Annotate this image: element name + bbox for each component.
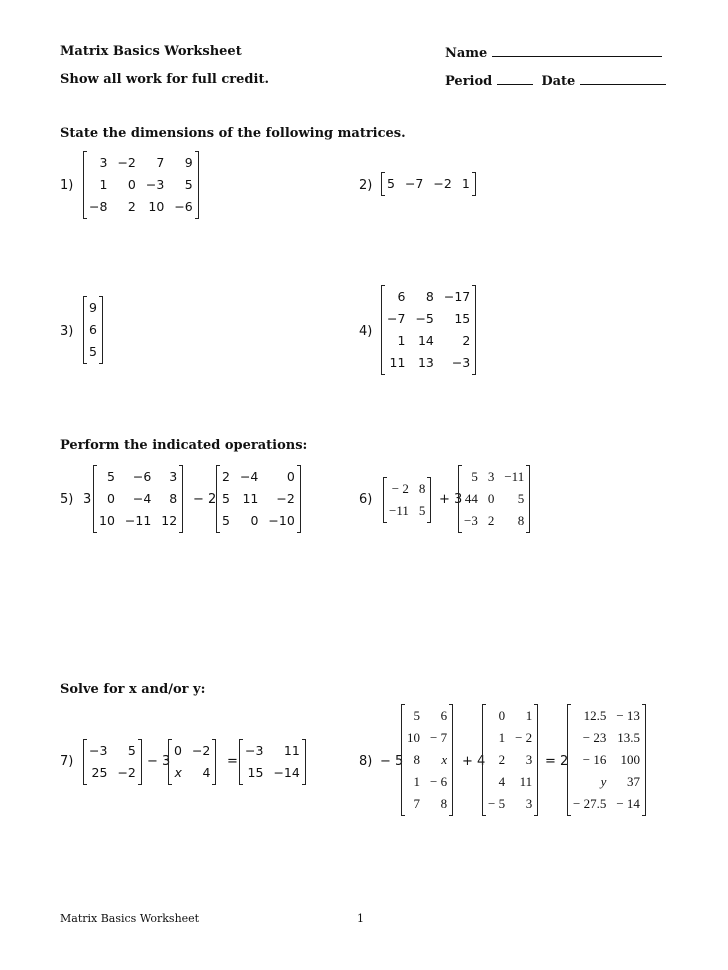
- right-bracket: [297, 465, 301, 533]
- matrix-row: [402, 793, 453, 815]
- date-blank: [580, 72, 666, 85]
- left-bracket: [239, 739, 243, 785]
- matrix-row: [382, 330, 476, 352]
- matrix-row: [459, 510, 530, 532]
- matrix-grid: [239, 740, 306, 784]
- problem-6-label: 6): [359, 492, 373, 507]
- matrix-cell: 12.5: [583, 708, 607, 723]
- matrix-row: [217, 510, 301, 532]
- page-number: 1: [357, 912, 364, 925]
- matrix-cell: − 16: [582, 752, 607, 767]
- matrix-cell: 2: [498, 752, 506, 767]
- problem-5-label: 5): [60, 492, 74, 507]
- period-blank: [497, 72, 533, 85]
- name-field: [445, 44, 662, 61]
- left-bracket: [381, 172, 385, 196]
- matrix-cell: 8: [425, 289, 434, 304]
- worksheet-title: Matrix Basics Worksheet: [60, 44, 242, 59]
- matrix-row: [568, 749, 646, 771]
- matrix-cell: − 6: [430, 774, 448, 789]
- matrix-cell: y: [600, 774, 607, 789]
- matrix-cell: 1: [525, 708, 533, 723]
- matrix-grid: [458, 466, 530, 532]
- right-bracket: [642, 704, 646, 816]
- problem-5-coef: 3: [83, 492, 92, 507]
- matrix-cell: −2: [433, 176, 452, 191]
- matrix-cell: − 23: [582, 730, 607, 745]
- matrix-cell: 0: [250, 513, 259, 528]
- matrix-cell: 11: [519, 774, 533, 789]
- problem-6-matrix-b: [458, 466, 530, 532]
- problem-8-matrix-a: [401, 705, 453, 815]
- matrix-cell: 5: [106, 469, 115, 484]
- problem-5-matrix-a: [93, 466, 183, 532]
- matrix-grid: [168, 740, 216, 784]
- matrix-cell: 3: [525, 752, 533, 767]
- left-bracket: [381, 285, 385, 375]
- matrix-cell: 2: [462, 333, 471, 348]
- problem-3-label: 3): [60, 324, 74, 339]
- matrix-row: [84, 152, 199, 174]
- matrix-row: [402, 727, 453, 749]
- matrix-cell: 6: [89, 322, 97, 337]
- matrix-cell: 5: [222, 513, 230, 528]
- matrix-cell: 12: [161, 513, 178, 528]
- problem-8-matrix-b: [482, 705, 538, 815]
- matrix-row: [568, 705, 646, 727]
- matrix-cell: 7: [156, 155, 165, 170]
- matrix-cell: 6: [397, 289, 406, 304]
- matrix-cell: 3: [487, 469, 495, 484]
- matrix-cell: 4: [202, 765, 211, 780]
- matrix-row: [84, 762, 142, 784]
- section-solve: Solve for x and/or y:: [60, 682, 206, 697]
- period-date-field: [445, 72, 666, 89]
- matrix-row: [382, 173, 476, 195]
- matrix-cell: − 2: [391, 481, 409, 496]
- matrix-cell: −7: [387, 311, 406, 326]
- matrix-grid: [401, 705, 453, 815]
- matrix-cell: 5: [127, 743, 136, 758]
- matrix-cell: 4: [498, 774, 506, 789]
- problem-1-matrix: [83, 152, 199, 218]
- matrix-cell: 5: [413, 708, 420, 723]
- right-bracket: [472, 172, 476, 196]
- matrix-row: [240, 762, 306, 784]
- matrix-cell: 5: [471, 469, 478, 484]
- matrix-cell: −3: [451, 355, 471, 370]
- problem-4-matrix: [381, 286, 476, 374]
- problem-5-operator: − 2: [193, 492, 217, 507]
- matrix-cell: −2: [191, 743, 211, 758]
- matrix-row: [382, 286, 476, 308]
- instructions: Show all work for full credit.: [60, 72, 269, 87]
- left-bracket: [83, 296, 87, 364]
- matrix-cell: −3: [464, 513, 478, 528]
- matrix-cell: −17: [443, 289, 471, 304]
- right-bracket: [99, 296, 103, 364]
- matrix-cell: −8: [89, 199, 108, 214]
- problem-8-equals: = 2: [545, 754, 569, 769]
- problem-7-label: 7): [60, 754, 74, 769]
- problem-5-matrix-b: [216, 466, 301, 532]
- left-bracket: [567, 704, 571, 816]
- left-bracket: [83, 151, 87, 219]
- matrix-cell: 15: [247, 765, 264, 780]
- footer-title: Matrix Basics Worksheet: [60, 912, 200, 925]
- matrix-cell: −3: [145, 177, 165, 192]
- problem-2-matrix: [381, 173, 476, 195]
- matrix-cell: 0: [106, 491, 115, 506]
- matrix-cell: − 13: [616, 708, 640, 723]
- matrix-cell: 8: [418, 481, 426, 496]
- matrix-cell: − 2: [515, 730, 533, 745]
- problem-7-matrix-c: [239, 740, 306, 784]
- matrix-grid: [567, 705, 646, 815]
- section-dimensions: State the dimensions of the following matrices.: [60, 126, 406, 141]
- matrix-cell: 1: [397, 333, 406, 348]
- matrix-grid: [83, 740, 142, 784]
- problem-2-label: 2): [359, 178, 373, 193]
- date-label: Date: [541, 74, 576, 89]
- matrix-cell: 13.5: [617, 730, 640, 745]
- right-bracket: [526, 465, 530, 533]
- matrix-row: [94, 466, 183, 488]
- problem-7-matrix-b: [168, 740, 216, 784]
- matrix-row: [568, 771, 646, 793]
- matrix-cell: 5: [89, 344, 97, 359]
- matrix-cell: 14: [417, 333, 434, 348]
- right-bracket: [212, 739, 216, 785]
- matrix-cell: 7: [413, 796, 420, 811]
- matrix-row: [382, 352, 476, 374]
- matrix-cell: 11: [242, 491, 259, 506]
- matrix-cell: 5: [387, 176, 395, 191]
- matrix-row: [169, 740, 216, 762]
- matrix-row: [483, 749, 538, 771]
- matrix-cell: − 27.5: [573, 796, 607, 811]
- matrix-grid: [383, 478, 431, 522]
- matrix-cell: x: [174, 765, 182, 780]
- matrix-row: [84, 174, 199, 196]
- matrix-row: [94, 488, 183, 510]
- right-bracket: [179, 465, 183, 533]
- period-label: Period: [445, 74, 493, 89]
- matrix-cell: −6: [174, 199, 193, 214]
- problem-8-operator: + 4: [462, 754, 486, 769]
- right-bracket: [534, 704, 538, 816]
- right-bracket: [472, 285, 476, 375]
- right-bracket: [195, 151, 199, 219]
- matrix-cell: 9: [89, 300, 97, 315]
- matrix-cell: 10: [99, 513, 115, 528]
- matrix-cell: − 5: [488, 796, 506, 811]
- matrix-cell: 100: [620, 752, 640, 767]
- left-bracket: [93, 465, 97, 533]
- matrix-cell: 1: [413, 774, 420, 789]
- matrix-cell: 0: [127, 177, 136, 192]
- matrix-row: [483, 771, 538, 793]
- matrix-cell: −5: [415, 311, 434, 326]
- matrix-row: [84, 196, 199, 218]
- right-bracket: [449, 704, 453, 816]
- matrix-row: [217, 466, 301, 488]
- matrix-cell: 8: [440, 796, 448, 811]
- problem-8-matrix-c: [567, 705, 646, 815]
- matrix-cell: −4: [239, 469, 259, 484]
- matrix-cell: −14: [273, 765, 300, 780]
- matrix-cell: 2: [127, 199, 136, 214]
- problem-1-label: 1): [60, 178, 74, 193]
- problem-8-coef: − 5: [380, 754, 404, 769]
- matrix-row: [483, 793, 538, 815]
- matrix-cell: 3: [169, 469, 178, 484]
- matrix-row: [169, 762, 216, 784]
- problem-6-matrix-a: [383, 478, 431, 522]
- matrix-cell: 44: [464, 491, 478, 506]
- matrix-cell: −2: [117, 765, 136, 780]
- matrix-cell: 1: [99, 177, 108, 192]
- matrix-cell: 11: [389, 355, 406, 370]
- matrix-row: [568, 727, 646, 749]
- matrix-cell: 0: [498, 708, 506, 723]
- matrix-row: [483, 727, 538, 749]
- matrix-cell: 1: [461, 176, 470, 191]
- matrix-cell: 3: [99, 155, 108, 170]
- problem-8-label: 8): [359, 754, 373, 769]
- matrix-row: [483, 705, 538, 727]
- matrix-row: [382, 308, 476, 330]
- left-bracket: [383, 477, 387, 523]
- matrix-cell: 0: [174, 743, 182, 758]
- matrix-row: [459, 466, 530, 488]
- matrix-cell: −3: [245, 743, 264, 758]
- matrix-cell: −6: [132, 469, 152, 484]
- matrix-grid: [93, 466, 183, 532]
- matrix-row: [384, 478, 431, 500]
- matrix-cell: 37: [626, 774, 640, 789]
- matrix-cell: 10: [148, 199, 165, 214]
- matrix-row: [384, 500, 431, 522]
- matrix-cell: −4: [132, 491, 152, 506]
- matrix-row: [402, 705, 453, 727]
- matrix-cell: 5: [222, 491, 230, 506]
- problem-3-matrix: [83, 297, 103, 363]
- problem-7-operator: − 3: [147, 754, 171, 769]
- matrix-cell: − 14: [616, 796, 640, 811]
- matrix-cell: x: [441, 752, 448, 767]
- right-bracket: [138, 739, 142, 785]
- matrix-cell: 1: [498, 730, 506, 745]
- matrix-cell: 9: [184, 155, 193, 170]
- right-bracket: [427, 477, 431, 523]
- matrix-cell: 5: [418, 503, 426, 518]
- left-bracket: [401, 704, 405, 816]
- matrix-row: [568, 793, 646, 815]
- matrix-grid: [482, 705, 538, 815]
- matrix-cell: 2: [222, 469, 230, 484]
- matrix-grid: [381, 286, 476, 374]
- matrix-row: [402, 749, 453, 771]
- matrix-cell: −11: [504, 469, 525, 484]
- matrix-grid: [83, 152, 199, 218]
- matrix-cell: −2: [117, 155, 136, 170]
- matrix-cell: −11: [124, 513, 152, 528]
- left-bracket: [216, 465, 220, 533]
- problem-6-operator: + 3: [439, 492, 463, 507]
- left-bracket: [458, 465, 462, 533]
- matrix-row: [402, 771, 453, 793]
- matrix-cell: 5: [184, 177, 193, 192]
- matrix-cell: 8: [169, 491, 178, 506]
- matrix-cell: 5: [517, 491, 525, 506]
- problem-7-equals: =: [227, 754, 238, 769]
- matrix-cell: − 7: [430, 730, 448, 745]
- left-bracket: [482, 704, 486, 816]
- matrix-row: [84, 740, 142, 762]
- matrix-cell: 8: [413, 752, 420, 767]
- matrix-cell: 13: [417, 355, 434, 370]
- matrix-row: [459, 488, 530, 510]
- matrix-cell: 10: [407, 730, 420, 745]
- matrix-cell: 6: [440, 708, 448, 723]
- problem-7-matrix-a: [83, 740, 142, 784]
- matrix-row: [94, 510, 183, 532]
- matrix-cell: 0: [286, 469, 295, 484]
- matrix-grid: [381, 173, 476, 195]
- matrix-cell: 25: [91, 765, 108, 780]
- matrix-cell: 8: [517, 513, 525, 528]
- matrix-cell: −11: [389, 503, 409, 518]
- right-bracket: [302, 739, 306, 785]
- matrix-cell: −10: [268, 513, 295, 528]
- matrix-grid: [216, 466, 301, 532]
- matrix-cell: 15: [454, 311, 471, 326]
- matrix-cell: 3: [525, 796, 533, 811]
- name-blank: [492, 44, 662, 57]
- left-bracket: [168, 739, 172, 785]
- matrix-cell: 0: [487, 491, 495, 506]
- matrix-cell: −3: [89, 743, 108, 758]
- matrix-row: [240, 740, 306, 762]
- matrix-cell: −7: [404, 176, 424, 191]
- name-label: Name: [445, 46, 488, 61]
- problem-4-label: 4): [359, 324, 373, 339]
- left-bracket: [83, 739, 87, 785]
- matrix-cell: 11: [283, 743, 300, 758]
- section-operations: Perform the indicated operations:: [60, 438, 308, 453]
- matrix-row: [217, 488, 301, 510]
- matrix-cell: 2: [487, 513, 495, 528]
- matrix-cell: −2: [276, 491, 295, 506]
